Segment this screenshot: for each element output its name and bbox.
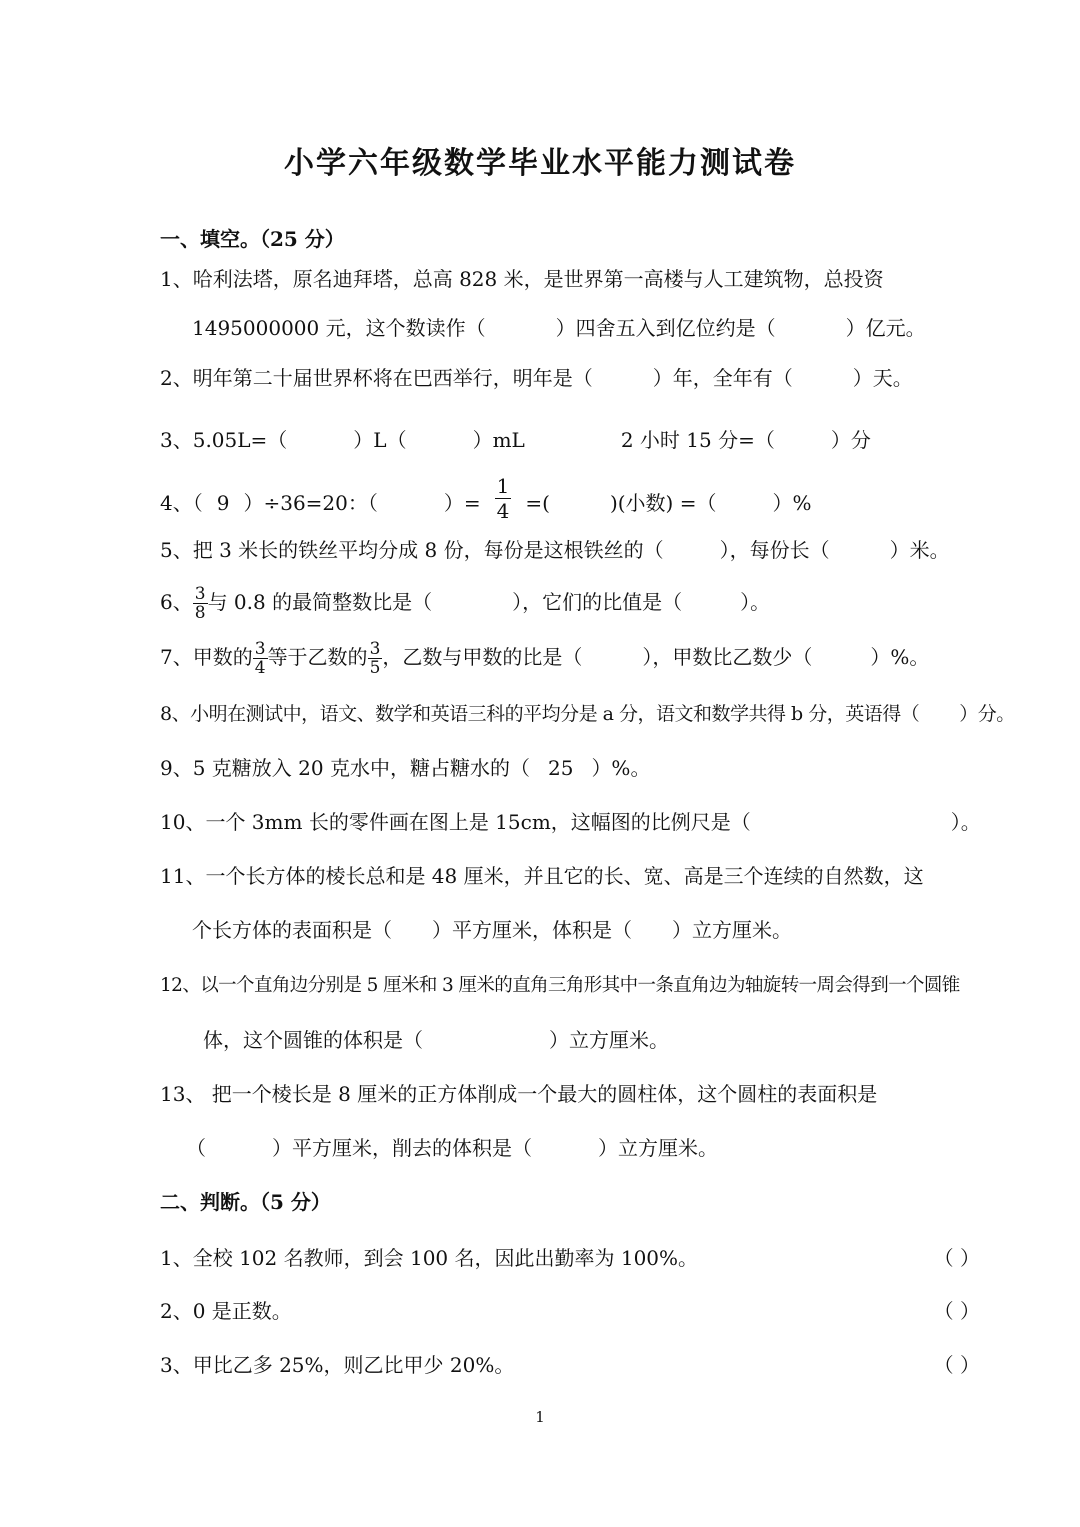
section-true-false-heading: 二、判断。（5 分） xyxy=(160,1190,331,1214)
fraction-three-eighths: $\frac{3}{8}$ xyxy=(194,584,206,623)
question-6: 6、 $\frac{3}{8}$ 与 0.8 的最简整数比是（ ），它们的比值是（ ）。 xyxy=(160,584,771,623)
page-number: 1 xyxy=(535,1408,545,1426)
question-8: 8、小明在测试中，语文、数学和英语三科的平均分是 a 分，语文和数学共得 b 分，英语得（ ）分。 xyxy=(160,703,1015,725)
question-10: 10、一个 3mm 长的零件画在图上是 15cm，这幅图的比例尺是（ ）。 xyxy=(160,810,981,834)
fraction-one-quarter: $\frac{1}{4}$ xyxy=(496,474,510,523)
judge-item-1: 1、全校 102 名教师，到会 100 名，因此出勤率为 100%。 xyxy=(160,1246,699,1270)
question-11-line-1: 11、一个长方体的棱长总和是 48 厘米，并且它的长、宽、高是三个连续的自然数，这 xyxy=(160,864,924,888)
page-title: 小学六年级数学毕业水平能力测试卷 xyxy=(284,146,796,181)
question-3: 3、5.05L=（ ）L（ ）mL 2 小时 15 分=（ ）分 xyxy=(160,428,871,452)
question-9: 9、5 克糖放入 20 克水中，糖占糖水的（ 25 ）%。 xyxy=(160,756,651,780)
question-13-line-2: （ ）平方厘米，削去的体积是（ ）立方厘米。 xyxy=(186,1136,718,1160)
judge-item-3-bracket[interactable]: （ ） xyxy=(933,1353,980,1377)
question-13-line-1: 13、 把一个棱长是 8 厘米的正方体削成一个最大的圆柱体，这个圆柱的表面积是 xyxy=(160,1082,878,1106)
fraction-three-fifths: $\frac{3}{5}$ xyxy=(369,639,381,678)
question-2: 2、明年第二十届世界杯将在巴西举行，明年是（ ）年，全年有（ ）天。 xyxy=(160,366,913,390)
question-1-line-1: 1、哈利法塔，原名迪拜塔，总高 828 米，是世界第一高楼与人工建筑物，总投资 xyxy=(160,267,884,291)
fraction-three-quarters: $\frac{3}{4}$ xyxy=(254,639,266,678)
question-11-line-2: 个长方体的表面积是（ ）平方厘米，体积是（ ）立方厘米。 xyxy=(192,918,792,942)
judge-item-3: 3、甲比乙多 25%，则乙比甲少 20%。 xyxy=(160,1353,515,1377)
judge-item-2-bracket[interactable]: （ ） xyxy=(933,1299,980,1323)
judge-item-1-bracket[interactable]: （ ） xyxy=(933,1246,980,1270)
question-1-line-2: 1495000000 元，这个数读作（ ）四舍五入到亿位约是（ ）亿元。 xyxy=(192,316,926,340)
question-12-line-1: 12、以一个直角边分别是 5 厘米和 3 厘米的直角三角形其中一条直角边为轴旋转一周会得到一个圆锥 xyxy=(160,975,960,996)
section-fill-blank-heading: 一、填空。（25 分） xyxy=(160,227,345,251)
judge-item-2: 2、0 是正数。 xyxy=(160,1299,292,1323)
question-7: 7、甲数的 $\frac{3}{4}$ 等于乙数的 $\frac{3}{5}$ ，乙数与甲数的比是（ ），甲数比乙数少（ ）%。 xyxy=(160,639,930,678)
question-5: 5、把 3 米长的铁丝平均分成 8 份，每份是这根铁丝的（ ），每份长（ ）米。 xyxy=(160,538,950,562)
question-12-line-2: 体，这个圆锥的体积是（ ）立方厘米。 xyxy=(203,1028,669,1052)
question-4: 4、（ 9 ）÷36=20：（ ）= $\frac{1}{4}$ =( )(小数) =（ ）% xyxy=(160,474,812,523)
